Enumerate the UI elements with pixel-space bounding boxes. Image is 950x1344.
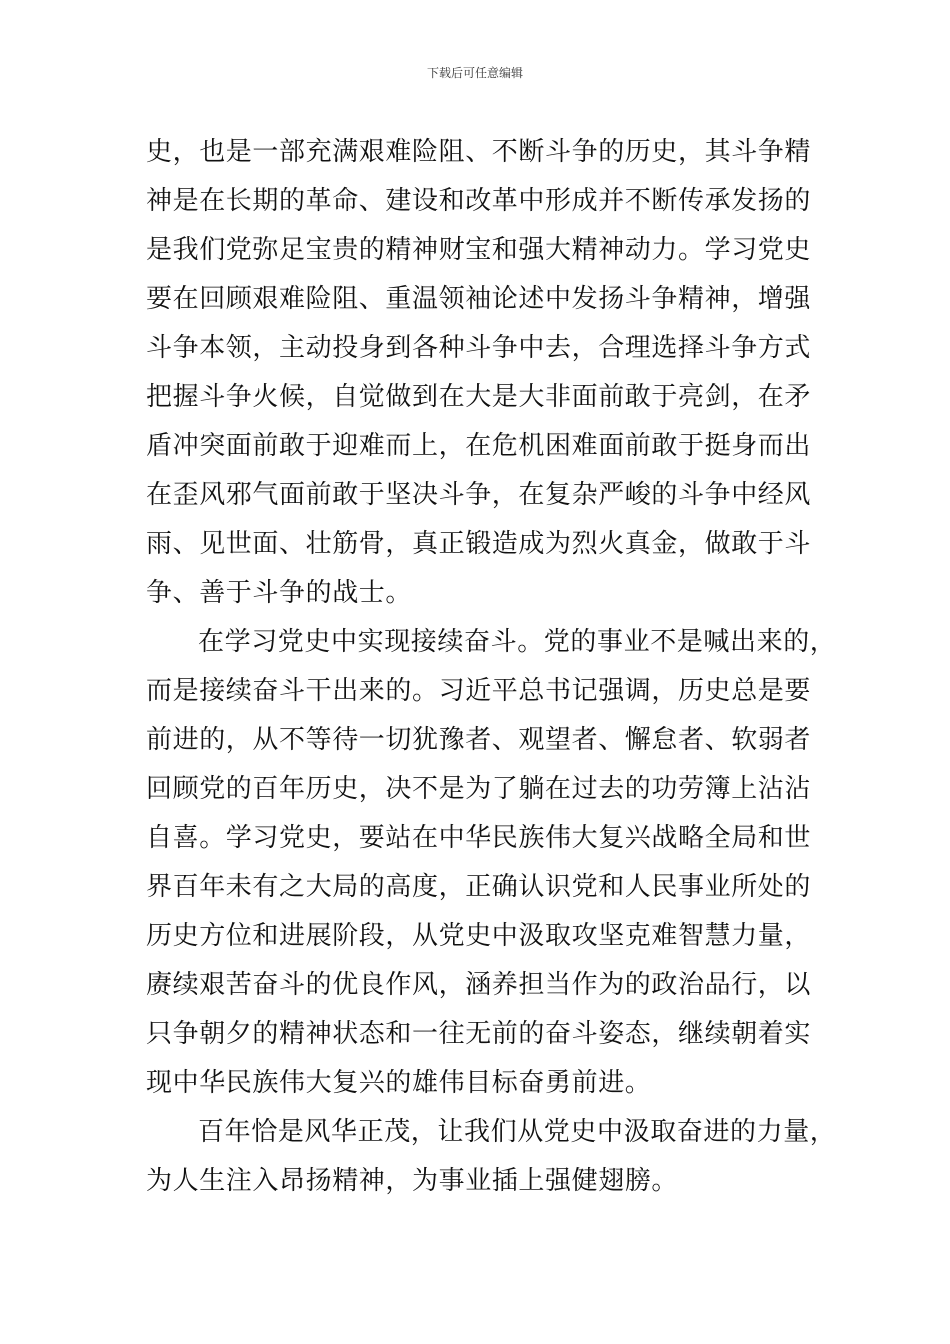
text-line: 历史方位和进展阶段，从党史中汲取攻坚克难智慧力量， [146,921,812,951]
text-line: 自喜。学习党史，要站在中华民族伟大复兴战略全局和世 [146,823,812,853]
text-line: 斗争本领，主动投身到各种斗争中去，合理选择斗争方式 [146,333,812,363]
text-line: 而是接续奋斗干出来的。习近平总书记强调，历史总是要 [146,676,812,706]
text-line: 赓续艰苦奋斗的优良作风，涵养担当作为的政治品行，以 [146,970,812,1000]
text-line: 雨、见世面、壮筋骨，真正锻造成为烈火真金，做敢于斗 [146,529,812,559]
text-line: 现中华民族伟大复兴的雄伟目标奋勇前进。 [146,1068,652,1098]
text-line: 在歪风邪气面前敢于坚决斗争，在复杂严峻的斗争中经风 [146,480,812,510]
page-header: 下载后可任意编辑 [426,66,523,80]
text-line: 前进的，从不等待一切犹豫者、观望者、懈怠者、软弱者 [146,725,812,755]
paragraph-first-line: 在学习党史中实现接续奋斗。党的事业不是喊出来的， [198,627,837,657]
text-line: 史，也是一部充满艰难险阻、不断斗争的历史，其斗争精 [146,137,812,167]
body-text [146,128,846,1206]
text-line: 为人生注入昂扬精神，为事业插上强健翅膀。 [146,1166,679,1196]
text-line: 只争朝夕的精神状态和一往无前的奋斗姿态，继续朝着实 [146,1019,812,1049]
text-line: 是我们党弥足宝贵的精神财宝和强大精神动力。学习党史 [146,235,812,265]
paragraph-first-line: 百年恰是风华正茂，让我们从党史中汲取奋进的力量， [198,1117,837,1147]
text-line: 回顾党的百年历史，决不是为了躺在过去的功劳簿上沾沾 [146,774,812,804]
text-line: 要在回顾艰难险阻、重温领袖论述中发扬斗争精神，增强 [146,284,812,314]
text-line: 争、善于斗争的战士。 [146,578,413,608]
text-line: 把握斗争火候，自觉做到在大是大非面前敢于亮剑，在矛 [146,382,812,412]
text-line: 界百年未有之大局的高度，正确认识党和人民事业所处的 [146,872,812,902]
text-line: 盾冲突面前敢于迎难而上，在危机困难面前敢于挺身而出 [146,431,812,461]
text-line: 神是在长期的革命、建设和改革中形成并不断传承发扬的 [146,186,812,216]
